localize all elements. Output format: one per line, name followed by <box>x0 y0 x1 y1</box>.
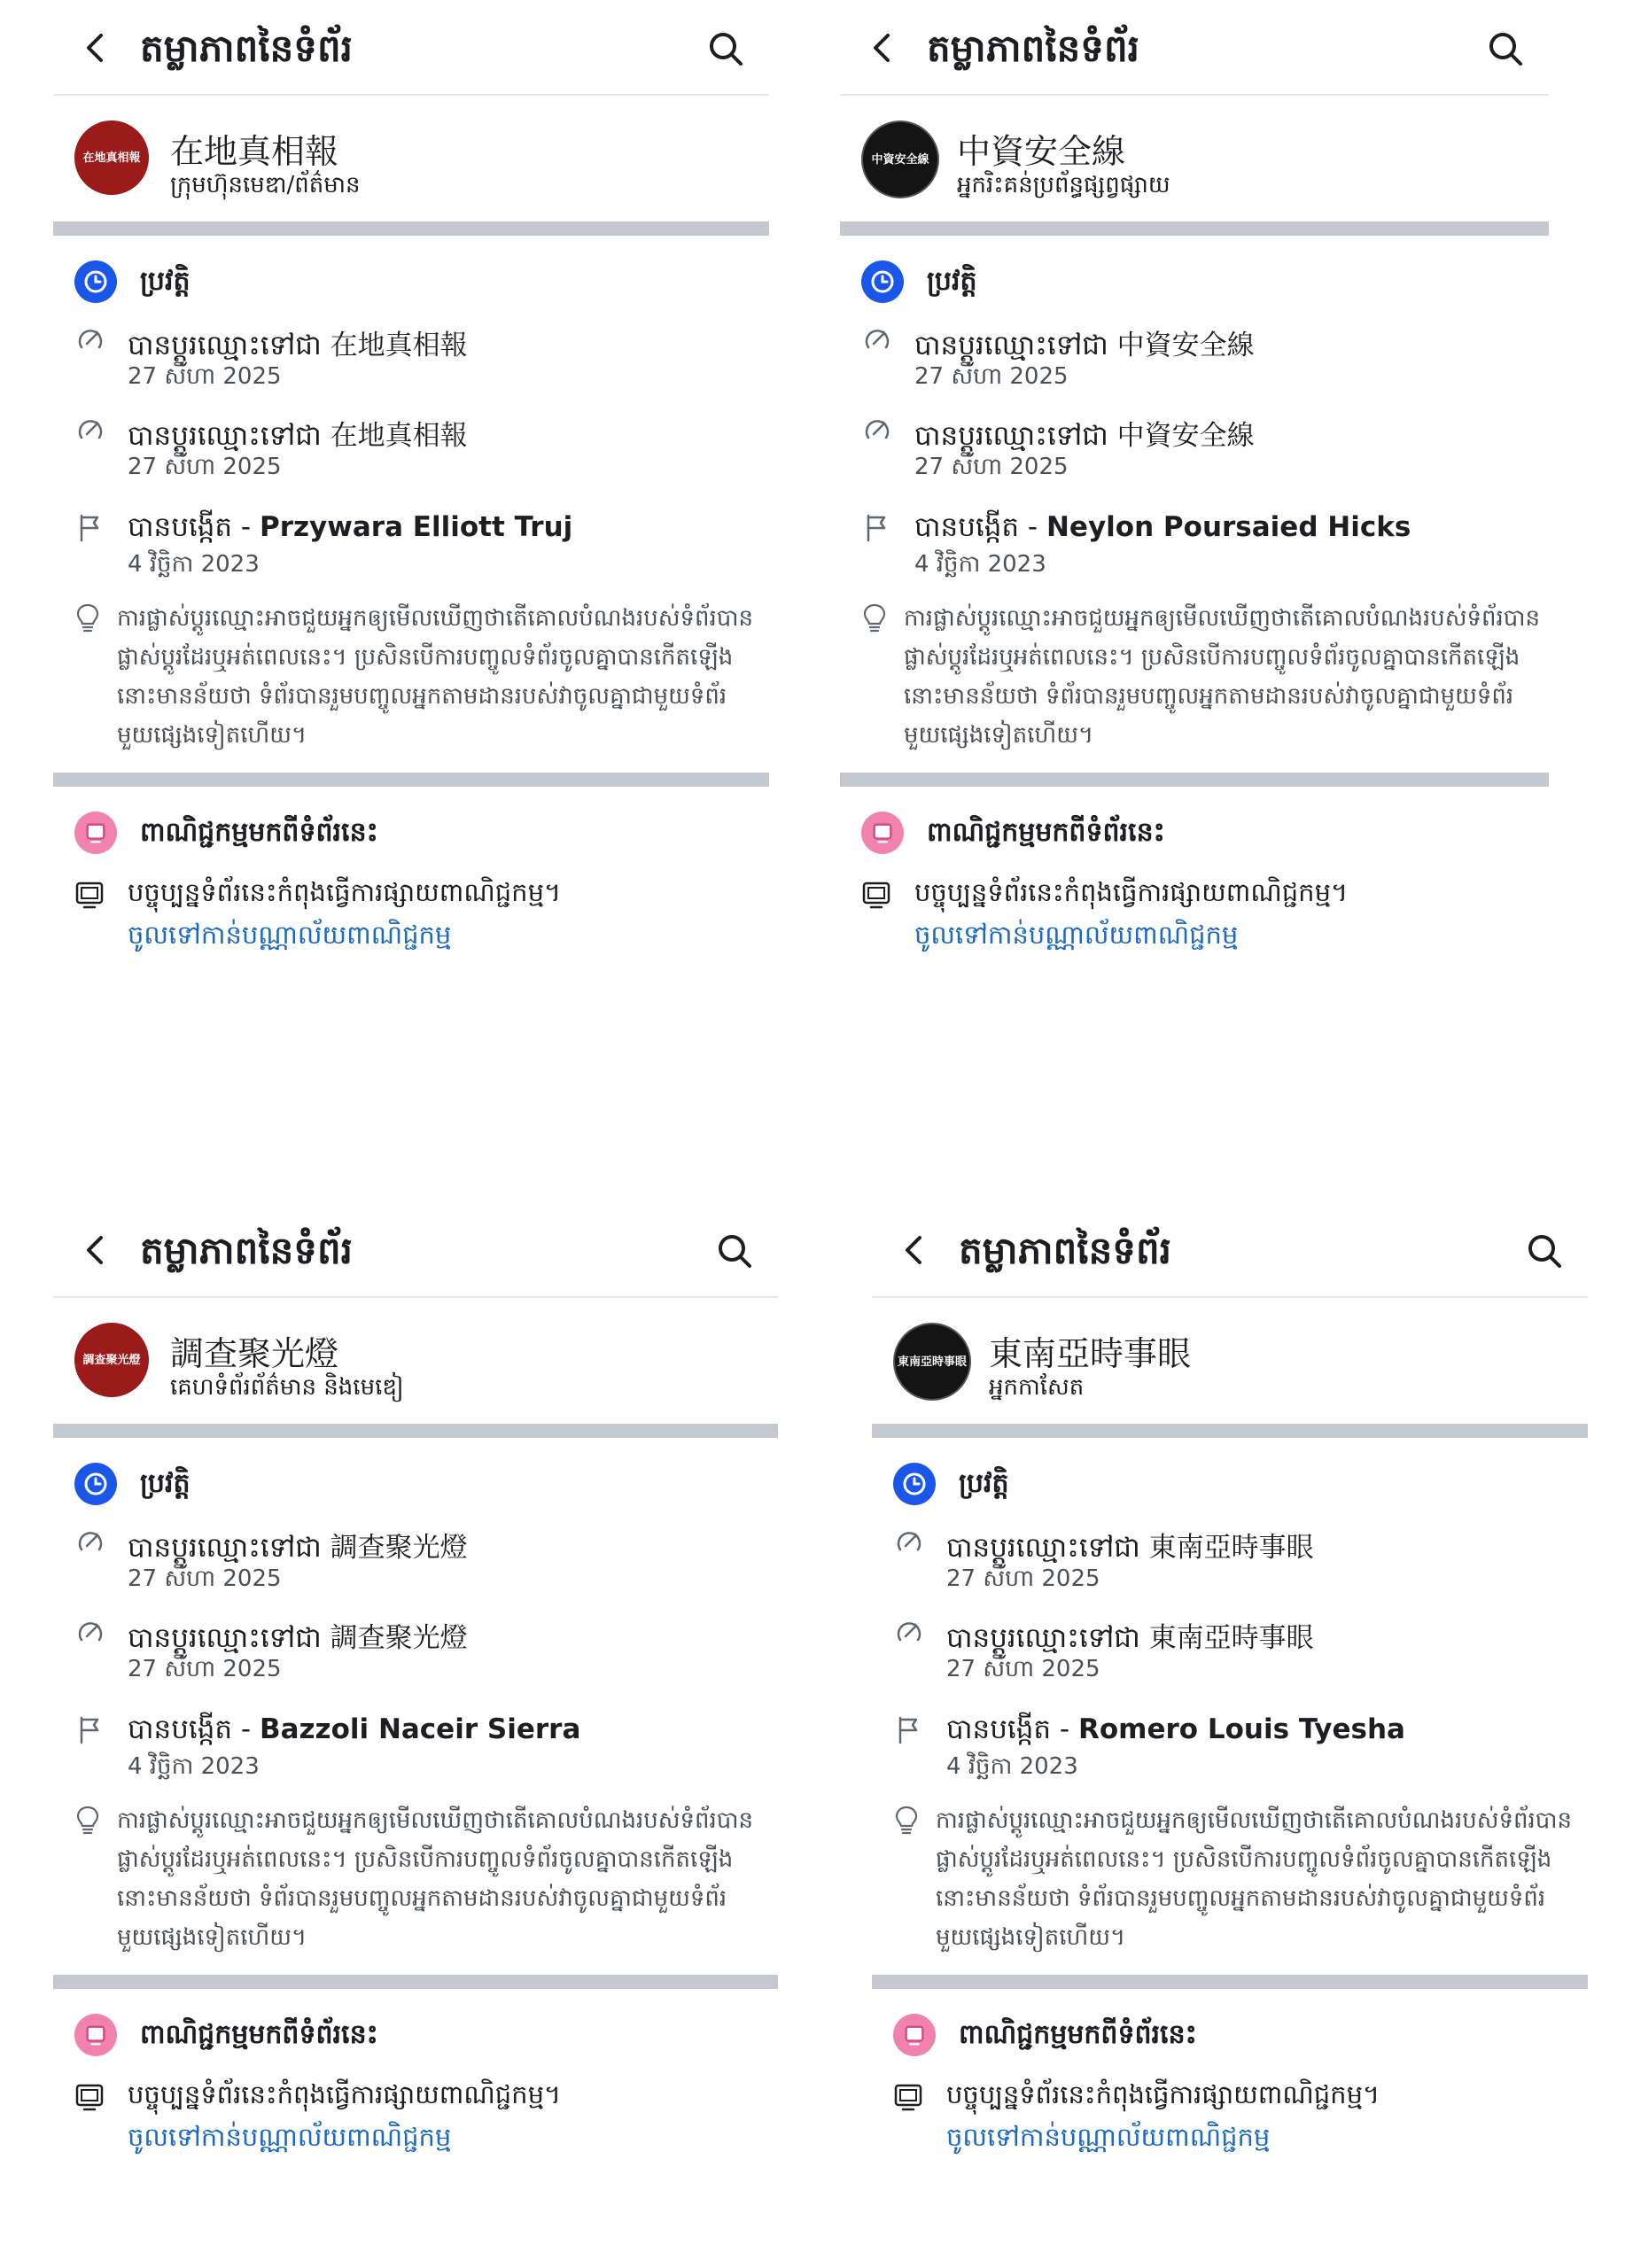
history-item-date: 27 សីហា 2025 <box>128 363 282 390</box>
ads-status <box>872 2070 1588 2194</box>
ads-status <box>53 2070 778 2194</box>
history-title: ប្រវត្តិ <box>927 266 977 297</box>
ads-monitor-icon <box>861 812 904 854</box>
history-item-value: 在地真相報 <box>330 330 468 361</box>
ads-status-text: បច្ចុប្បន្នទំព័រនេះកំពុងធ្វើការផ្សាយពាណិជ្ជកម្ម។ <box>128 2079 562 2109</box>
history-item-text <box>128 510 572 550</box>
page-category: អ្នកកាសែត <box>989 1374 1085 1401</box>
history-item-text <box>946 1713 1405 1752</box>
ad-library-link[interactable]: ចូលទៅកាន់បណ្ណាល័យពាណិជ្ជកម្ម <box>946 2122 1271 2152</box>
history-item-date: 4 វិច្ឆិកា 2023 <box>128 1753 260 1780</box>
page-header <box>872 1298 1588 1424</box>
page-name: 東南亞時事眼 <box>989 1334 1192 1373</box>
history-section-header <box>53 236 769 317</box>
rename-icon <box>861 415 893 447</box>
name-change-note <box>53 1798 778 1975</box>
rename-icon <box>74 415 106 447</box>
name-change-note <box>872 1798 1588 1975</box>
page-category: អ្នករិះគន់ប្រព័ន្ធផ្សព្វផ្សាយ <box>957 172 1170 198</box>
page-name: 中資安全線 <box>957 132 1126 171</box>
rename-icon <box>861 324 893 356</box>
history-item-value: 中資安全線 <box>1116 420 1255 452</box>
section-divider <box>53 1975 778 1989</box>
back-arrow-icon[interactable] <box>865 30 900 66</box>
ads-title: ពាណិជ្ជកម្មមកពីទំព័រនេះ <box>140 817 378 848</box>
history-item <box>840 505 1549 595</box>
history-item-value: 東南亞時事眼 <box>1148 1532 1314 1564</box>
avatar[interactable]: 調查聚光燈 <box>74 1323 149 1397</box>
ads-status-text: បច្ចុប្បន្នទំព័រនេះកំពុងធ្វើការផ្សាយពាណិជ្ជកម្ម។ <box>946 2079 1380 2109</box>
ads-section-header <box>53 1989 778 2070</box>
history-title: ប្រវត្តិ <box>140 1468 191 1499</box>
back-arrow-icon[interactable] <box>897 1232 932 1268</box>
ads-status <box>53 868 769 992</box>
history-item <box>53 1707 778 1798</box>
top-bar <box>872 1202 1588 1298</box>
history-title: ប្រវត្តិ <box>140 266 191 297</box>
note-text: ការផ្លាស់ប្ដូរឈ្មោះអាចជួយអ្នកឲ្យមើលឃើញថាតើគោលបំណងរបស់ទំព័របានផ្លាស់ប្ដូរដែរឬអត់ពេលនេះ។ ប្រសិនបើការបញ្ចូលទំព័រចូលគ្នាបានកើតឡើង នោះមានន័យថា ទំព័របានរួមបញ្ចូលអ្នកតាមដានរបស់វាចូលគ្នាជាមួយទំព័រមួយផ្សេងទៀតហើយ។ <box>117 605 754 749</box>
clock-icon <box>893 1463 936 1505</box>
section-divider <box>53 221 769 236</box>
history-item-value: 調查聚光燈 <box>330 1532 468 1564</box>
history-item-label: បានប្ដូរឈ្មោះទៅជា <box>128 1532 330 1564</box>
history-item-label: បានប្ដូរឈ្មោះទៅជា <box>914 330 1117 361</box>
top-bar <box>53 1202 778 1298</box>
name-change-note <box>840 595 1549 773</box>
history-item-value: Romero Louis Tyesha <box>1077 1713 1405 1745</box>
lightbulb-icon <box>893 1805 920 1838</box>
lightbulb-icon <box>74 1805 101 1838</box>
history-item <box>872 1519 1588 1610</box>
history-item-date: 4 វិច្ឆិកា 2023 <box>128 551 260 578</box>
history-item-label: បានប្ដូរឈ្មោះទៅជា <box>128 1622 330 1654</box>
ads-monitor-icon <box>74 2014 117 2056</box>
ads-section-header <box>53 787 769 868</box>
history-item-value: 調查聚光燈 <box>330 1622 468 1654</box>
history-item-text <box>914 510 1411 550</box>
rename-icon <box>74 1617 106 1649</box>
history-item-date: 27 សីហា 2025 <box>946 1656 1100 1682</box>
note-text: ការផ្លាស់ប្ដូរឈ្មោះអាចជួយអ្នកឲ្យមើលឃើញថាតើគោលបំណងរបស់ទំព័របានផ្លាស់ប្ដូរដែរឬអត់ពេលនេះ។ ប្រសិនបើការបញ្ចូលទំព័រចូលគ្នាបានកើតឡើង នោះមានន័យថា ទំព័របានរួមបញ្ចូលអ្នកតាមដានរបស់វាចូលគ្នាជាមួយទំព័រមួយផ្សេងទៀតហើយ។ <box>904 605 1541 749</box>
rename-icon <box>893 1526 925 1558</box>
history-list <box>53 1519 778 1798</box>
section-divider <box>872 1975 1588 1989</box>
search-icon[interactable] <box>1487 30 1524 67</box>
history-item <box>53 408 769 505</box>
history-item-label: បានប្ដូរឈ្មោះទៅជា <box>914 420 1117 452</box>
ad-library-link[interactable]: ចូលទៅកាន់បណ្ណាល័យពាណិជ្ជកម្ម <box>914 920 1239 950</box>
history-item-value: 中資安全線 <box>1116 330 1255 361</box>
search-icon[interactable] <box>1526 1232 1563 1270</box>
monitor-icon <box>861 881 891 911</box>
section-divider <box>872 1424 1588 1438</box>
history-item-label: បានបង្កើត - <box>914 511 1046 543</box>
page-title: តម្លាភាពនៃទំព័រ <box>140 27 353 70</box>
transparency-panel <box>53 0 769 992</box>
history-item-label: បានបង្កើត - <box>128 1713 260 1745</box>
rename-icon <box>893 1617 925 1649</box>
history-item-date: 27 សីហា 2025 <box>128 454 282 480</box>
ads-title: ពាណិជ្ជកម្មមកពីទំព័រនេះ <box>140 2019 378 2050</box>
page-category: គេហទំព័រព័ត៌មាន និងមេឌៀ <box>170 1374 404 1401</box>
history-item <box>840 317 1549 408</box>
ad-library-link[interactable]: ចូលទៅកាន់បណ្ណាល័យពាណិជ្ជកម្ម <box>128 2122 452 2152</box>
history-item-value: 東南亞時事眼 <box>1148 1622 1314 1654</box>
avatar[interactable]: 在地真相報 <box>74 120 149 195</box>
search-icon[interactable] <box>716 1232 753 1270</box>
back-arrow-icon[interactable] <box>78 30 113 66</box>
history-item <box>53 317 769 408</box>
history-item-date: 27 សីហា 2025 <box>946 1565 1100 1592</box>
search-icon[interactable] <box>707 30 744 67</box>
flag-icon <box>74 512 106 544</box>
page-header <box>53 1298 778 1424</box>
lightbulb-icon <box>861 602 888 636</box>
history-item-value: Przywara Elliott Truj <box>259 511 573 543</box>
history-item-label: បានបង្កើត - <box>128 511 260 543</box>
history-item-value: Neylon Poursaied Hicks <box>1046 511 1411 543</box>
page-title: តម្លាភាពនៃទំព័រ <box>140 1229 353 1272</box>
transparency-panel <box>53 1202 778 2194</box>
flag-icon <box>893 1714 925 1746</box>
history-title: ប្រវត្តិ <box>959 1468 1009 1499</box>
clock-icon <box>861 260 904 303</box>
ads-monitor-icon <box>74 812 117 854</box>
history-item-text <box>128 1713 580 1752</box>
avatar[interactable]: 東南亞時事眼 <box>893 1323 971 1401</box>
monitor-icon <box>74 881 105 911</box>
section-divider <box>53 1424 778 1438</box>
history-item <box>872 1707 1588 1798</box>
ads-status-text: បច្ចុប្បន្នទំព័រនេះកំពុងធ្វើការផ្សាយពាណិជ្ជកម្ម។ <box>914 877 1349 907</box>
ads-section-header <box>840 787 1549 868</box>
ads-status <box>840 868 1549 992</box>
history-section-header <box>872 1438 1588 1519</box>
clock-icon <box>74 1463 117 1505</box>
section-divider <box>53 773 769 787</box>
transparency-panel <box>840 0 1549 992</box>
flag-icon <box>861 512 893 544</box>
clock-icon <box>74 260 117 303</box>
history-item-date: 4 វិច្ឆិកា 2023 <box>946 1753 1078 1780</box>
history-item-label: បានប្ដូរឈ្មោះទៅជា <box>946 1622 1149 1654</box>
top-bar <box>840 0 1549 96</box>
page-category: ក្រុមហ៊ុនមេឌា/ព័ត៌មាន <box>170 172 361 198</box>
history-item-value: Bazzoli Naceir Sierra <box>259 1713 581 1745</box>
history-item-date: 27 សីហា 2025 <box>914 363 1069 390</box>
ads-monitor-icon <box>893 2014 936 2056</box>
history-item <box>53 1519 778 1610</box>
rename-icon <box>74 1526 106 1558</box>
ads-title: ពាណិជ្ជកម្មមកពីទំព័រនេះ <box>959 2019 1197 2050</box>
history-item-value: 在地真相報 <box>330 420 468 452</box>
ads-title: ពាណិជ្ជកម្មមកពីទំព័រនេះ <box>927 817 1165 848</box>
section-divider <box>840 773 1549 787</box>
history-item-label: បានប្ដូរឈ្មោះទៅជា <box>128 420 330 452</box>
history-item-date: 27 សីហា 2025 <box>128 1656 282 1682</box>
note-text: ការផ្លាស់ប្ដូរឈ្មោះអាចជួយអ្នកឲ្យមើលឃើញថាតើគោលបំណងរបស់ទំព័របានផ្លាស់ប្ដូរដែរឬអត់ពេលនេះ។ ប្រសិនបើការបញ្ចូលទំព័រចូលគ្នាបានកើតឡើង នោះមានន័យថា ទំព័របានរួមបញ្ចូលអ្នកតាមដានរបស់វាចូលគ្នាជាមួយទំព័រមួយផ្សេងទៀតហើយ។ <box>936 1807 1573 1951</box>
history-section-header <box>53 1438 778 1519</box>
lightbulb-icon <box>74 602 101 636</box>
history-item-date: 4 វិច្ឆិកា 2023 <box>914 551 1046 578</box>
flag-icon <box>74 1714 106 1746</box>
name-change-note <box>53 595 769 773</box>
page-name: 在地真相報 <box>170 132 339 171</box>
history-list <box>872 1519 1588 1798</box>
history-item <box>53 505 769 595</box>
back-arrow-icon[interactable] <box>78 1232 113 1268</box>
avatar[interactable]: 中資安全線 <box>861 120 939 198</box>
ads-status-text: បច្ចុប្បន្នទំព័រនេះកំពុងធ្វើការផ្សាយពាណិជ្ជកម្ម។ <box>128 877 562 907</box>
history-item-label: បានប្ដូរឈ្មោះទៅជា <box>128 330 330 361</box>
note-text: ការផ្លាស់ប្ដូរឈ្មោះអាចជួយអ្នកឲ្យមើលឃើញថាតើគោលបំណងរបស់ទំព័របានផ្លាស់ប្ដូរដែរឬអត់ពេលនេះ។ ប្រសិនបើការបញ្ចូលទំព័រចូលគ្នាបានកើតឡើង នោះមានន័យថា ទំព័របានរួមបញ្ចូលអ្នកតាមដានរបស់វាចូលគ្នាជាមួយទំព័រមួយផ្សេងទៀតហើយ។ <box>117 1807 754 1951</box>
page-title: តម្លាភាពនៃទំព័រ <box>959 1229 1171 1272</box>
ad-library-link[interactable]: ចូលទៅកាន់បណ្ណាល័យពាណិជ្ជកម្ម <box>128 920 452 950</box>
page-header <box>53 96 769 221</box>
history-item-date: 27 សីហា 2025 <box>128 1565 282 1592</box>
history-list <box>53 317 769 595</box>
section-divider <box>840 221 1549 236</box>
ads-section-header <box>872 1989 1588 2070</box>
history-section-header <box>840 236 1549 317</box>
history-item <box>53 1610 778 1707</box>
top-bar <box>53 0 769 96</box>
history-item-label: បានប្ដូរឈ្មោះទៅជា <box>946 1532 1149 1564</box>
page-title: តម្លាភាពនៃទំព័រ <box>927 27 1139 70</box>
page-name: 調查聚光燈 <box>170 1334 339 1373</box>
monitor-icon <box>74 2083 105 2113</box>
transparency-panel <box>872 1202 1588 2194</box>
rename-icon <box>74 324 106 356</box>
monitor-icon <box>893 2083 923 2113</box>
history-item <box>872 1610 1588 1707</box>
history-item <box>840 408 1549 505</box>
history-list <box>840 317 1549 595</box>
history-item-date: 27 សីហា 2025 <box>914 454 1069 480</box>
page-header <box>840 96 1549 221</box>
history-item-label: បានបង្កើត - <box>946 1713 1078 1745</box>
